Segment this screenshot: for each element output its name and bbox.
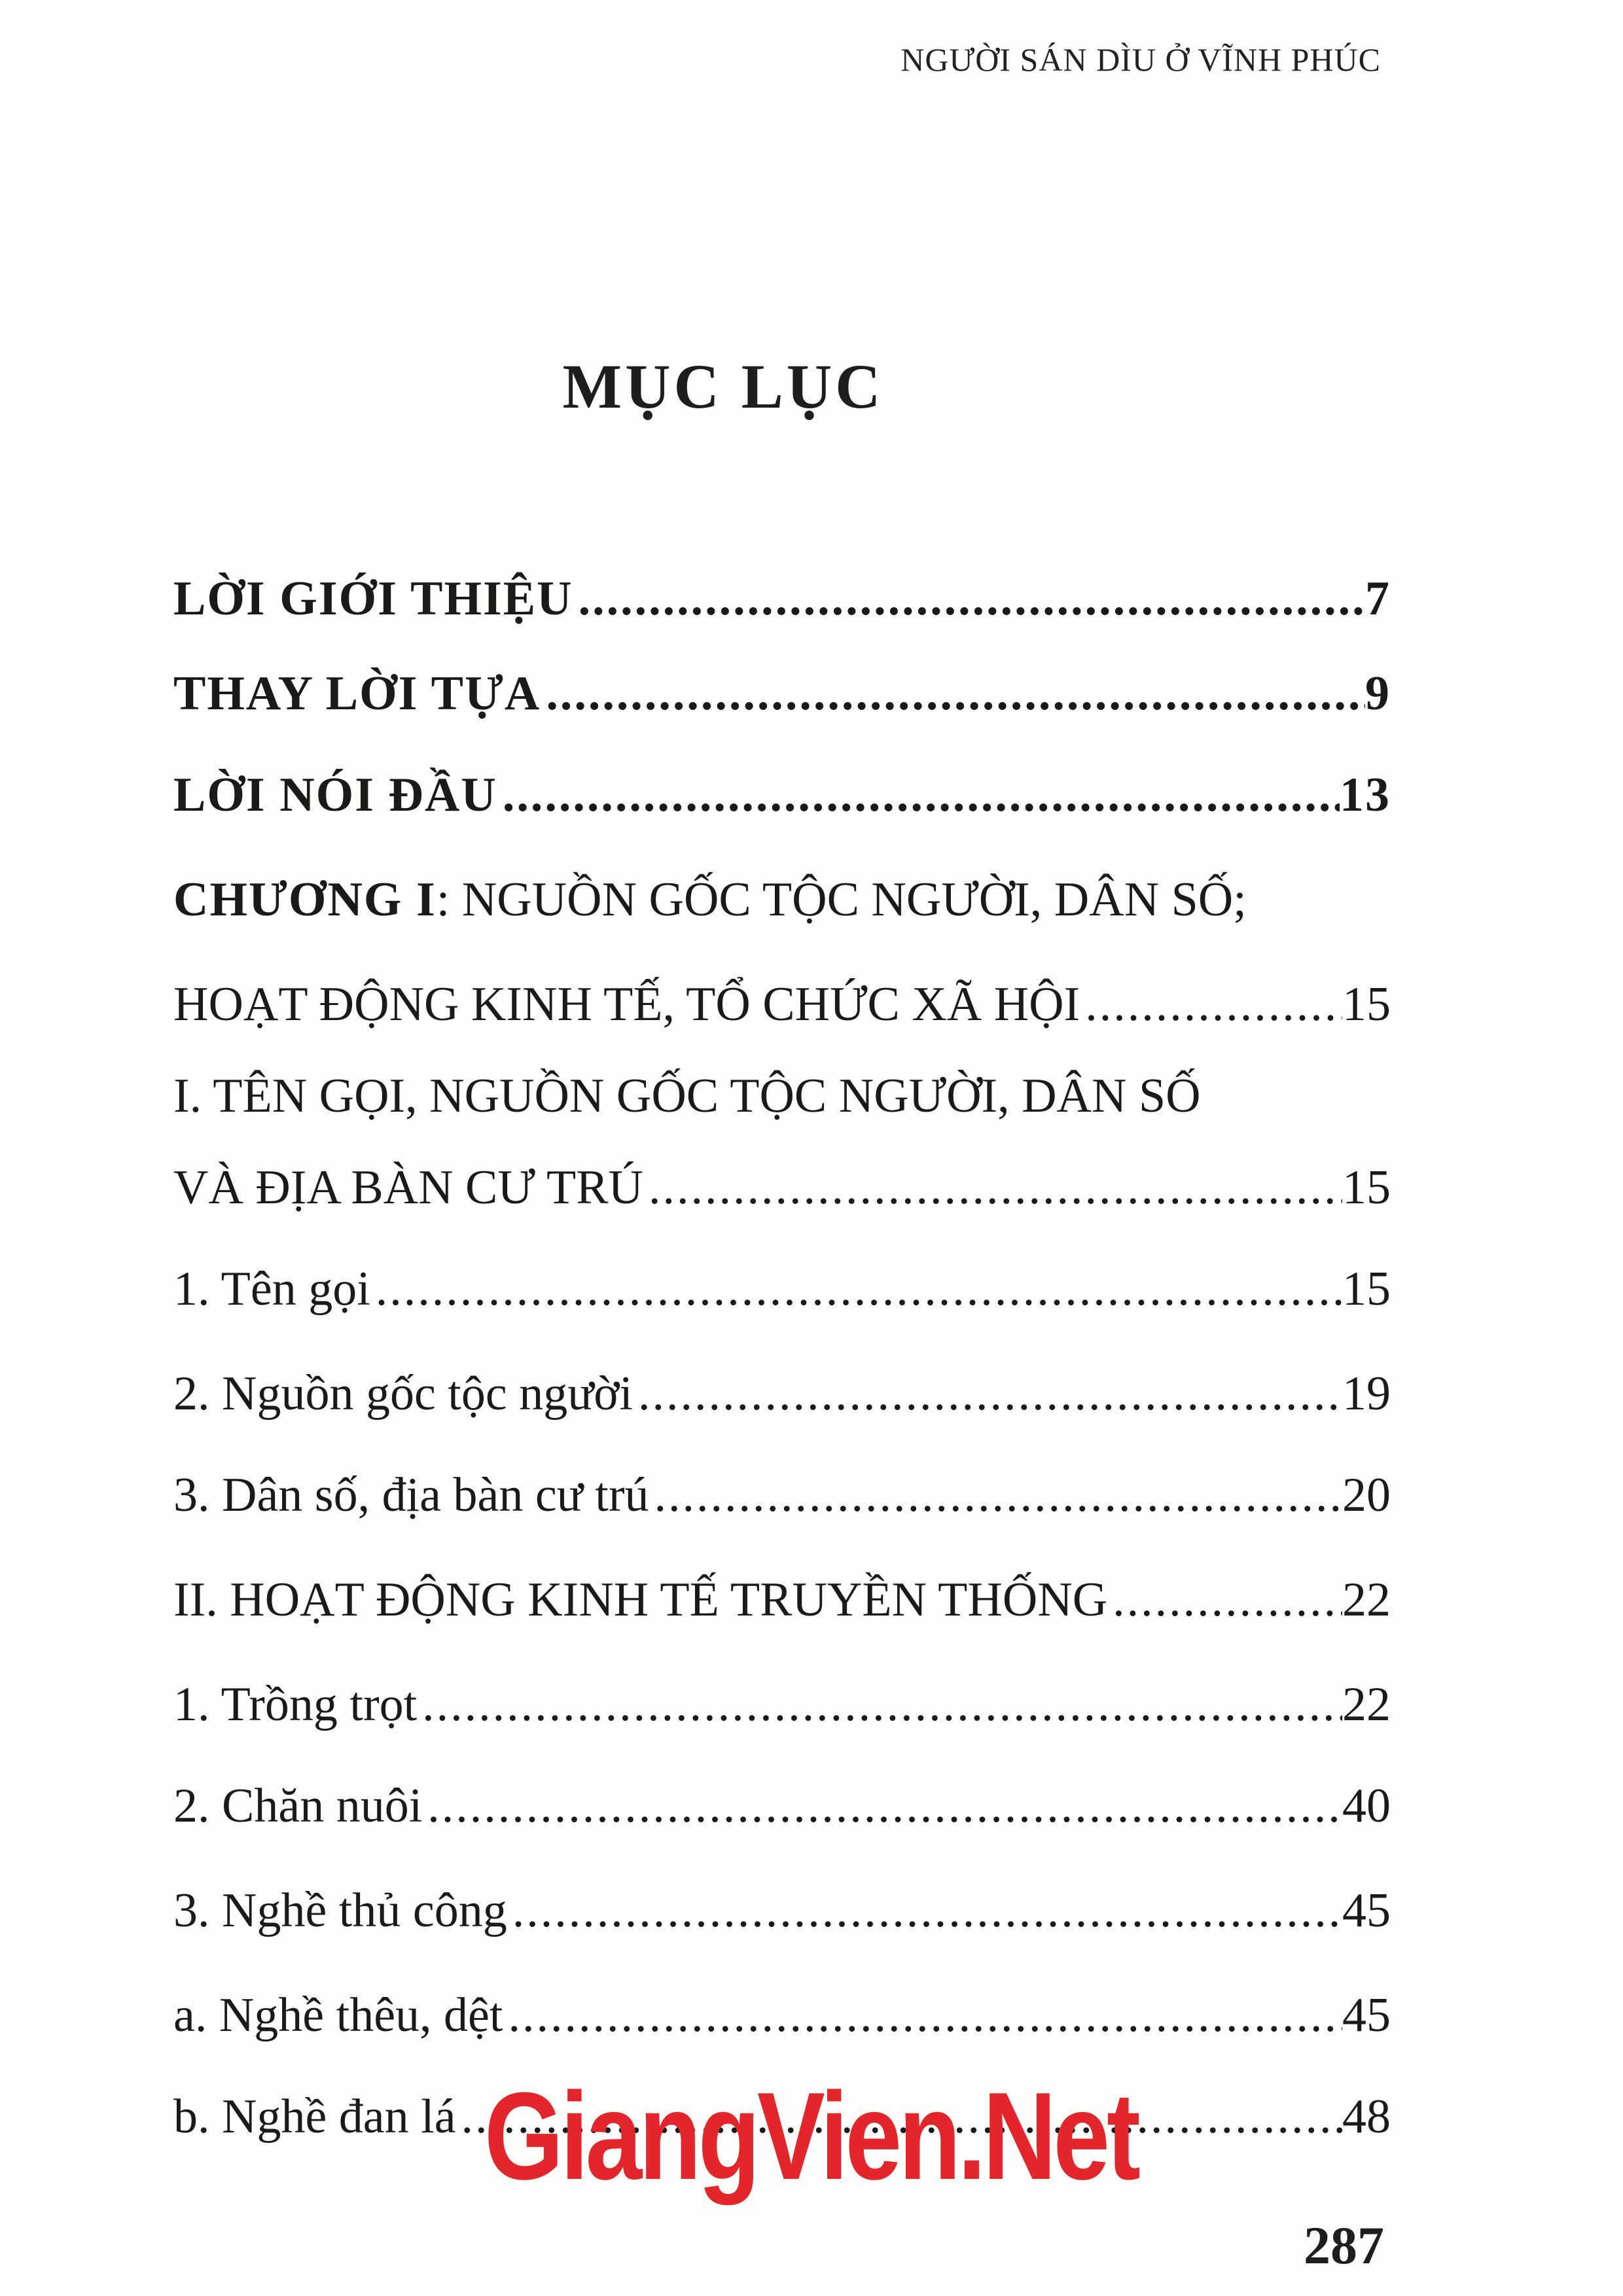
toc-entry-label: LỜI NÓI ĐẦU (173, 768, 497, 822)
dot-leader (508, 1983, 1342, 2048)
toc-entry (173, 1983, 1391, 2048)
toc-entry-label: LỜI GIỚI THIỆU (173, 572, 573, 626)
toc-entry (173, 1256, 1391, 1322)
toc-entry-label: 2. Chăn nuôi (173, 1779, 423, 1833)
dot-leader (654, 1462, 1343, 1528)
toc-entry (173, 867, 1391, 932)
toc-entry-page: 22 (1342, 1573, 1391, 1627)
toc-entry-label: VÀ ĐỊA BÀN CƯ TRÚ (173, 1161, 643, 1214)
dot-leader (638, 1361, 1342, 1426)
page-number: 287 (1304, 2216, 1384, 2275)
toc-entry-page: 19 (1342, 1367, 1391, 1421)
dot-leader (503, 762, 1340, 828)
toc-entry (173, 1155, 1391, 1220)
toc-entry-page: 15 (1342, 1161, 1391, 1214)
toc-entry-label: HOẠT ĐỘNG KINH TẾ, TỔ CHỨC XÃ HỘI (173, 978, 1080, 1031)
toc-entry-label: II. HOẠT ĐỘNG KINH TẾ TRUYỀN THỐNG (173, 1573, 1108, 1627)
watermark-logo: GiangVien.Net (484, 2067, 1138, 2206)
toc-entry (173, 1567, 1391, 1633)
toc-entry-page: 15 (1342, 978, 1391, 1031)
toc-entry (173, 972, 1391, 1037)
toc-entry-page: 48 (1342, 2090, 1391, 2144)
dot-leader (422, 1672, 1342, 1737)
toc-entry-label (173, 867, 1247, 932)
dot-leader (546, 661, 1365, 726)
toc-entry (173, 1361, 1391, 1426)
toc-entry-label: 3. Nghề thủ công (173, 1884, 507, 1937)
toc-entry (173, 1878, 1391, 1943)
toc-entry-page: 45 (1342, 1988, 1391, 2042)
toc-entry-label: b. Nghề đan lá (173, 2090, 456, 2144)
toc-entry-label: 3. Dân số, địa bàn cư trú (173, 1468, 649, 1522)
dot-leader (427, 1773, 1342, 1839)
toc-entry-label: a. Nghề thêu, dệt (173, 1988, 503, 2042)
toc-entry-page: 13 (1340, 768, 1391, 822)
toc-entry (173, 566, 1391, 631)
dot-leader (512, 1878, 1342, 1943)
toc-entry (173, 1672, 1391, 1737)
toc-entry (173, 1462, 1391, 1528)
page-title: MỤC LỤC (562, 351, 884, 421)
dot-leader (579, 566, 1365, 631)
running-header: NGƯỜI SÁN DÌU Ở VĨNH PHÚC (901, 41, 1381, 78)
toc-entry-page: 40 (1342, 1779, 1391, 1833)
toc-entry (173, 1063, 1391, 1129)
toc-entry (173, 762, 1391, 828)
toc-entry-page: 9 (1365, 667, 1391, 720)
dot-leader (649, 1155, 1342, 1220)
toc-entry-label: THAY LỜI TỰA (173, 667, 541, 720)
toc-entry-label: 1. Tên gọi (173, 1262, 370, 1316)
toc-entry (173, 661, 1391, 726)
dot-leader (376, 1256, 1342, 1322)
chapter-label: CHƯƠNG I (173, 873, 437, 927)
toc-entry (173, 1773, 1391, 1839)
toc-entry-label: 1. Trồng trọt (173, 1678, 418, 1731)
toc-entry-label: 2. Nguồn gốc tộc người (173, 1367, 633, 1421)
chapter-title: : NGUỒN GỐC TỘC NGƯỜI, DÂN SỐ; (436, 873, 1247, 927)
dot-leader (1085, 972, 1342, 1037)
toc-entry-page: 22 (1342, 1678, 1391, 1731)
toc-entry-page: 15 (1342, 1262, 1391, 1316)
toc-entry-page: 45 (1342, 1884, 1391, 1937)
toc-entry-label: I. TÊN GỌI, NGUỒN GỐC TỘC NGƯỜI, DÂN SỐ (173, 1069, 1201, 1123)
toc-entry-page: 7 (1365, 572, 1391, 626)
dot-leader (1113, 1567, 1342, 1633)
toc-entry-page: 20 (1342, 1468, 1391, 1522)
